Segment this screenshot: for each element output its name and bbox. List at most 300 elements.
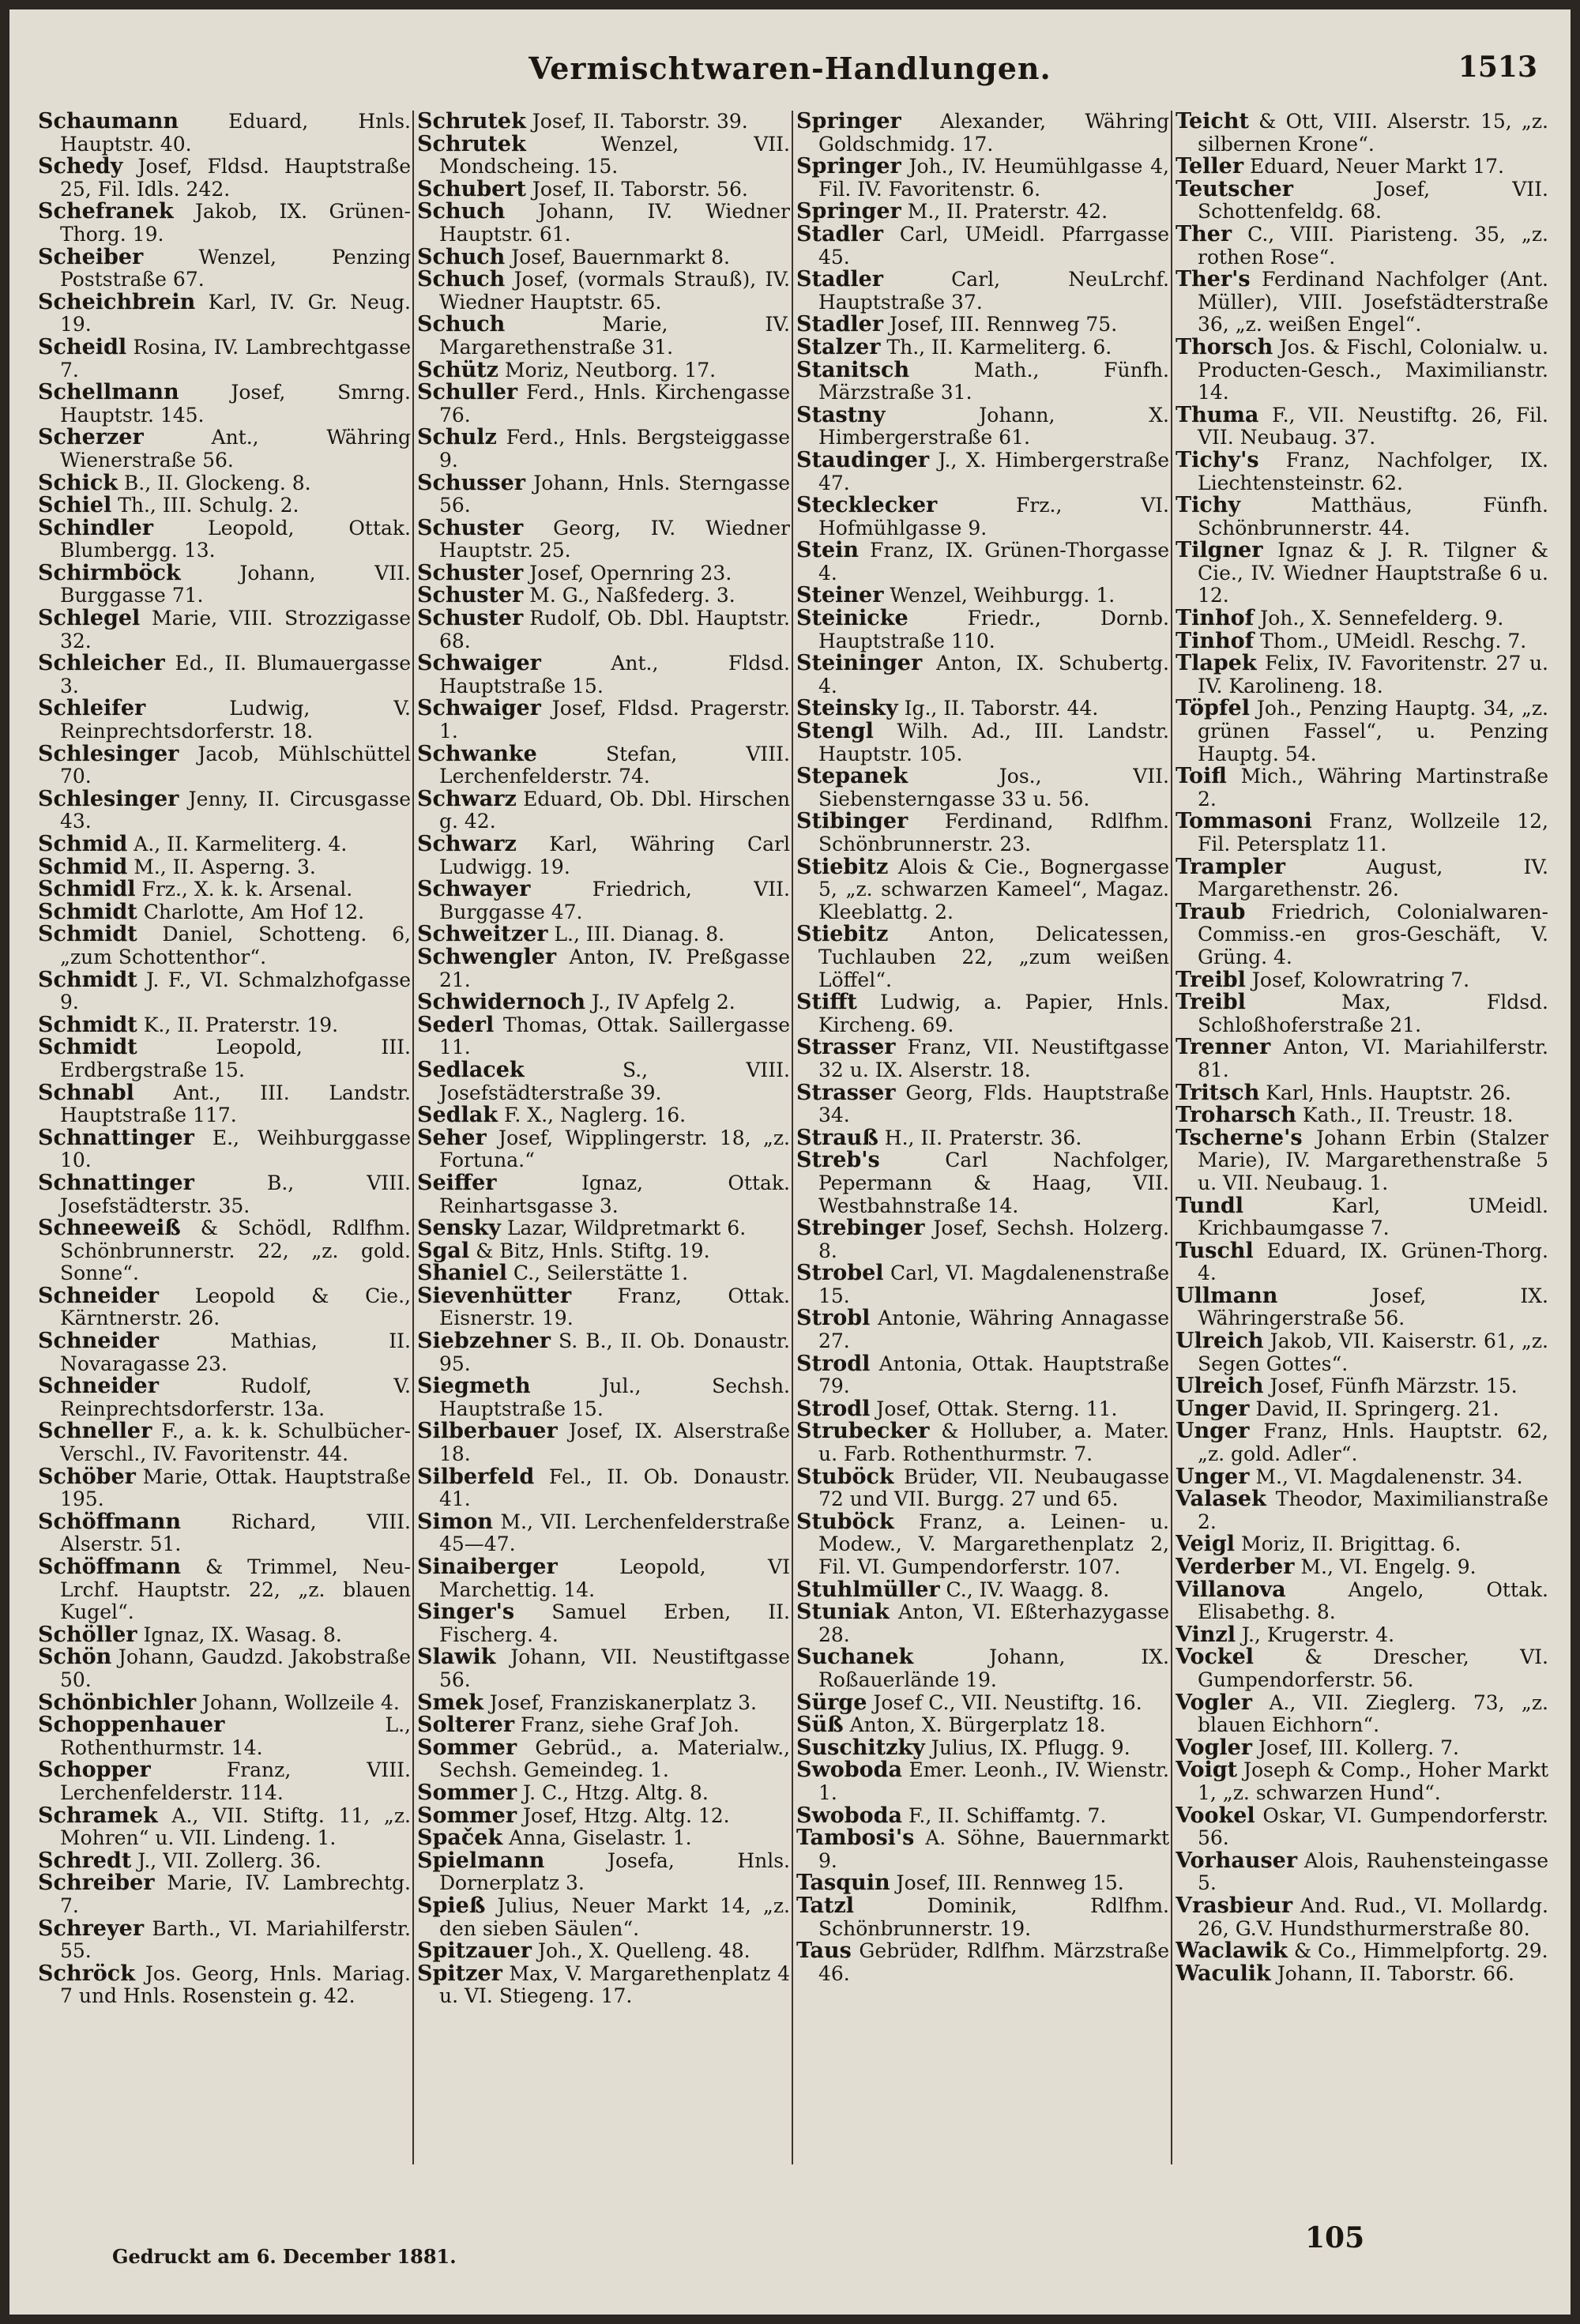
entry-name: Sürge: [796, 1690, 867, 1715]
directory-entry: [796, 698, 1169, 720]
entry-details: Ludwig, a. Papier, Hnls. Kircheng. 69.: [818, 991, 1169, 1036]
entry-details: Jakob, IX. Grünen-Thorg. 19.: [60, 200, 411, 246]
entry-details: Josef, II. Taborstr. 56.: [525, 177, 748, 201]
entry-details: Karl, Hnls. Hauptstr. 26.: [1259, 1081, 1511, 1104]
directory-entry: [796, 1692, 1169, 1715]
entry-details: Georg, Flds. Hauptstraße 34.: [818, 1081, 1169, 1127]
directory-entry: [1176, 810, 1548, 856]
directory-entry: [1176, 969, 1548, 992]
directory-entry: [796, 607, 1169, 652]
entry-name: Swoboda: [796, 1758, 903, 1783]
entry-details: & Schödl, Rdlfhm. Schönbrunnerstr. 22, „z. gold. Sonne“.: [60, 1217, 411, 1285]
directory-entry: [38, 878, 411, 901]
entry-details: J., IV Apfelg 2.: [585, 991, 735, 1014]
column-4: [1176, 111, 1548, 2196]
directory-entry: [38, 1375, 411, 1420]
entry-details: Anton, X. Bürgerplatz 18.: [843, 1713, 1106, 1737]
directory-entry: [38, 1082, 411, 1127]
entry-details: Leopold, Ottak. Blumbergg. 13.: [60, 516, 411, 562]
entry-details: Franz, VIII. Lerchenfelderstr. 114.: [60, 1758, 411, 1804]
entry-details: Ant., Fldsd. Hauptstraße 15.: [439, 652, 790, 698]
entry-details: Oskar, VI. Gumpendorferstr. 56.: [1198, 1803, 1548, 1850]
directory-entry: [417, 607, 790, 652]
entry-details: Johann, Gaudzd. Jakobstraße 50.: [60, 1645, 411, 1691]
directory-entry: [38, 652, 411, 698]
directory-entry: [417, 652, 790, 698]
entry-name: Suchanek: [796, 1645, 914, 1670]
entry-details: Josef, Fünfh Märzstr. 15.: [1263, 1374, 1518, 1398]
entry-details: Josef C., VII. Neustiftg. 16.: [867, 1690, 1142, 1714]
directory-entry: [38, 495, 411, 517]
directory-entry: [1176, 1420, 1548, 1465]
directory-entry: [417, 1805, 790, 1828]
entry-name: Schnabl: [38, 1080, 134, 1105]
entry-details: Karl, IV. Gr. Neug. 19.: [60, 290, 411, 337]
entry-name: Stadler: [796, 221, 884, 246]
entry-details: Wenzel, VII. Mondscheing. 15.: [439, 132, 790, 179]
entry-details: Marie, Ottak. Hauptstraße 195.: [60, 1465, 411, 1511]
entry-details: Jos., VII. Siebensterngasse 33 u. 56.: [818, 765, 1169, 810]
entry-details: Th., III. Schulg. 2.: [111, 494, 299, 517]
entry-name: Stein: [796, 538, 860, 563]
entry-name: Strubecker: [796, 1419, 930, 1444]
entry-name: Schwanke: [417, 741, 537, 766]
entry-name: Schmid: [38, 832, 128, 856]
directory-entry: [38, 562, 411, 607]
directory-entry: [38, 1014, 411, 1037]
entry-name: Schubert: [417, 176, 526, 201]
entry-details: Johann, Hnls. Sterngasse 56.: [439, 471, 790, 517]
entry-name: Unger: [1176, 1396, 1250, 1421]
directory-entry: [1176, 1895, 1548, 1940]
directory-entry: [38, 291, 411, 337]
entry-name: Tritsch: [1176, 1080, 1260, 1105]
directory-entry: [38, 1714, 411, 1759]
entry-name: Schuch: [417, 244, 506, 269]
directory-entry: [417, 1556, 790, 1601]
entry-name: Schön: [38, 1645, 112, 1670]
directory-entry: [1176, 1624, 1548, 1647]
entry-details: Josef, (vormals Strauß), IV. Wiedner Hauptstr. 65.: [439, 268, 790, 314]
entry-name: Steinsky: [796, 696, 898, 721]
directory-entry: [796, 1737, 1169, 1760]
entry-name: Strebinger: [796, 1216, 925, 1241]
directory-entry: [417, 833, 790, 878]
entry-name: Sommer: [417, 1735, 517, 1760]
directory-entry: [38, 1036, 411, 1081]
directory-entry: [1176, 856, 1548, 901]
entry-details: Anton, IX. Schubertg. 4.: [818, 652, 1169, 698]
entry-details: Ferdinand Nachfolger (Ant. Müller), VIII. Josefstädterstraße 36, „z. weißen Engel“.: [1198, 268, 1548, 337]
entry-name: Waclawik: [1176, 1939, 1288, 1964]
directory-entry: [1176, 1850, 1548, 1895]
directory-entry: [1176, 607, 1548, 630]
entry-details: Moriz, Neutborg. 17.: [498, 358, 717, 382]
entry-name: Stuhlmüller: [796, 1577, 940, 1602]
entry-name: Tatzl: [796, 1893, 855, 1918]
entry-name: Treibl: [1176, 967, 1246, 992]
entry-name: Schwarz: [417, 786, 517, 811]
directory-entry: [38, 1420, 411, 1465]
directory-entry: [38, 969, 411, 1014]
entry-name: Schleicher: [38, 651, 165, 676]
directory-entry: [417, 1601, 790, 1646]
entry-details: Gebrüd., a. Materialw., Sechsh. Gemeindeg. 1.: [439, 1735, 790, 1782]
entry-details: Karl, UMeidl. Krichbaumgasse 7.: [1198, 1194, 1548, 1240]
entry-details: Anna, Giselastr. 1.: [502, 1826, 692, 1850]
directory-entry: [38, 1692, 411, 1715]
entry-details: Th., II. Karmeliterg. 6.: [880, 335, 1112, 359]
entry-details: Samuel Erben, II. Fischerg. 4.: [439, 1600, 790, 1646]
entry-details: Franz, Wollzeile 12, Fil. Petersplatz 11.: [1198, 810, 1548, 856]
directory-entry: [417, 1262, 790, 1285]
directory-entry: [796, 1646, 1169, 1691]
entry-name: Silberfeld: [417, 1464, 535, 1489]
entry-details: L., Rothenthurmstr. 14.: [60, 1713, 411, 1759]
entry-name: Siegmeth: [417, 1374, 531, 1399]
entry-details: Josef, Fldsd. Pragerstr. 1.: [439, 697, 790, 743]
entry-name: Schwidernoch: [417, 990, 586, 1015]
entry-details: J. F., VI. Schmalzhofgasse 9.: [60, 968, 411, 1014]
entry-name: Tundl: [1176, 1193, 1244, 1218]
directory-entry: [38, 246, 411, 291]
entry-details: Josef, III. Rennweg 75.: [883, 313, 1118, 337]
entry-name: Spielmann: [417, 1848, 545, 1873]
entry-name: Trenner: [1176, 1035, 1271, 1060]
entry-details: A., II. Karmeliterg. 4.: [127, 833, 348, 856]
column-3: [796, 111, 1169, 2196]
directory-entry: [417, 359, 790, 382]
directory-entry: [38, 788, 411, 833]
directory-entry: [417, 1692, 790, 1715]
directory-entry: [417, 946, 790, 991]
entry-details: Alexander, Währing Goldschmidg. 17.: [818, 111, 1169, 156]
entry-details: Josef, Bauernmarkt 8.: [505, 245, 730, 269]
directory-entry: [38, 1172, 411, 1217]
directory-entry: [417, 1782, 790, 1805]
entry-details: Angelo, Ottak. Elisabethg. 8.: [1198, 1578, 1548, 1624]
directory-entry: [417, 562, 790, 585]
directory-entry: [417, 1375, 790, 1420]
entry-name: Schiel: [38, 493, 112, 518]
entry-details: August, IV. Margarethenstr. 26.: [1198, 855, 1548, 901]
entry-name: Schlegel: [38, 606, 141, 631]
directory-entry: [417, 111, 790, 133]
directory-entry: [38, 472, 411, 495]
directory-entry: [417, 1014, 790, 1059]
directory-entry: [38, 517, 411, 562]
directory-entry: [796, 404, 1169, 449]
entry-name: Voigt: [1176, 1758, 1238, 1783]
directory-entry: [38, 1963, 411, 2008]
directory-entry: [38, 1556, 411, 1624]
entry-details: B., II. Glockeng. 8.: [117, 471, 311, 495]
entry-name: Schuster: [417, 606, 524, 631]
entry-name: Stifft: [796, 990, 857, 1015]
entry-details: K., II. Praterstr. 19.: [137, 1013, 339, 1036]
entry-details: Eduard, Neuer Markt 17.: [1243, 155, 1504, 179]
directory-entry: [796, 1127, 1169, 1150]
entry-name: Schopper: [38, 1758, 151, 1783]
entry-name: Springer: [796, 199, 901, 224]
entry-name: Tichy: [1176, 493, 1241, 518]
directory-columns: [38, 111, 1547, 2196]
entry-details: Franz, a. Leinen- u. Modew., V. Margarethenplatz 2, Fil. VI. Gumpendorferstr. 107.: [818, 1510, 1169, 1578]
entry-name: Spaček: [417, 1826, 503, 1851]
entry-name: Sommer: [417, 1780, 517, 1805]
entry-details: M., VI. Engelg. 9.: [1294, 1555, 1477, 1578]
directory-entry: [417, 1646, 790, 1691]
entry-name: Smek: [417, 1690, 483, 1715]
entry-details: Max, Fldsd. Schloßhoferstraße 21.: [1198, 991, 1548, 1036]
entry-name: Spieß: [417, 1893, 486, 1918]
directory-entry: [796, 269, 1169, 314]
entry-details: S. B., II. Ob. Donaustr. 95.: [439, 1329, 790, 1375]
column-2: [417, 111, 790, 2196]
page-footer: [9, 2221, 1571, 2285]
directory-entry: [1176, 1737, 1548, 1760]
entry-name: Schweitzer: [417, 922, 548, 947]
directory-entry: [1176, 1805, 1548, 1850]
entry-name: Slawik: [417, 1645, 496, 1670]
entry-name: Thuma: [1176, 402, 1259, 427]
entry-details: Franz, IX. Grünen-Thorgasse 4.: [818, 539, 1169, 585]
directory-entry: [796, 1759, 1169, 1804]
entry-name: Schuch: [417, 267, 506, 292]
entry-name: Strodl: [796, 1396, 871, 1421]
directory-entry: [38, 201, 411, 246]
entry-details: Matthäus, Fünfh. Schönbrunnerstr. 44.: [1198, 494, 1548, 540]
entry-name: Stadler: [796, 312, 884, 337]
entry-details: Ant., Währing Wienerstraße 56.: [60, 426, 411, 472]
directory-entry: [1176, 495, 1548, 540]
directory-entry: [38, 1624, 411, 1647]
entry-name: Schwengler: [417, 944, 557, 969]
entry-name: Schnattinger: [38, 1125, 194, 1150]
entry-details: Friedrich, VII. Burggasse 47.: [439, 878, 790, 923]
entry-details: Richard, VIII. Alserstr. 51.: [60, 1510, 411, 1556]
entry-details: Johann, II. Taborstr. 66.: [1270, 1961, 1514, 1985]
entry-details: Ludwig, V. Reinprechtsdorferstr. 18.: [60, 697, 411, 743]
entry-name: Schmid: [38, 854, 128, 879]
directory-entry: [1176, 1940, 1548, 1963]
directory-entry: [38, 607, 411, 652]
entry-details: Josef, Ottak. Sterng. 11.: [870, 1397, 1118, 1420]
directory-entry: [796, 1827, 1169, 1872]
entry-details: C., Seilerstätte 1.: [506, 1262, 689, 1285]
entry-details: Emer. Leonh., IV. Wienstr. 1.: [818, 1758, 1169, 1804]
entry-name: Ther: [1176, 221, 1232, 246]
entry-details: F., II. Schiffamtg. 7.: [902, 1803, 1107, 1827]
entry-name: Stadler: [796, 267, 884, 292]
entry-details: Wenzel, Weihburgg. 1.: [883, 584, 1115, 607]
entry-name: Waculik: [1176, 1961, 1271, 1986]
directory-entry: [417, 1827, 790, 1850]
directory-entry: [796, 1872, 1169, 1895]
entry-details: Brüder, VII. Neubaugasse 72 und VII. Burgg. 27 und 65.: [818, 1465, 1169, 1511]
entry-name: Vogler: [1176, 1690, 1253, 1715]
entry-name: Seher: [417, 1125, 487, 1150]
entry-name: Schneller: [38, 1419, 152, 1444]
entry-details: Carl Nachfolger, Pepermann & Haag, VII. Westbahnstraße 14.: [818, 1149, 1169, 1217]
entry-details: & Trimmel, Neu-Lrchf. Hauptstr. 22, „z. blauen Kugel“.: [60, 1555, 411, 1624]
directory-entry: [417, 878, 790, 923]
print-date: Gedruckt am 6. December 1881.: [112, 2245, 457, 2268]
entry-name: Schleifer: [38, 696, 146, 721]
entry-name: Unger: [1176, 1419, 1250, 1444]
entry-name: Schneider: [38, 1283, 159, 1308]
entry-details: Rudolf, V. Reinprechtsdorferstr. 13a.: [60, 1374, 411, 1420]
entry-details: Josef, Smrng. Hauptstr. 145.: [60, 381, 411, 427]
directory-entry: [417, 246, 790, 269]
entry-name: Schulz: [417, 425, 497, 450]
directory-entry: [1176, 991, 1548, 1036]
entry-details: Franz, VII. Neustiftgasse 32 u. IX. Alserstr. 18.: [818, 1036, 1169, 1081]
entry-name: Schefranek: [38, 199, 174, 224]
entry-details: Anton, IV. Preßgasse 21.: [439, 945, 790, 991]
entry-details: Thom., UMeidl. Reschg. 7.: [1254, 629, 1527, 652]
directory-entry: [38, 1217, 411, 1285]
entry-details: Johann, Wollzeile 4.: [196, 1690, 400, 1714]
directory-entry: [417, 991, 790, 1014]
directory-entry: [417, 1240, 790, 1263]
entry-name: Schramek: [38, 1803, 158, 1828]
directory-entry: [417, 743, 790, 788]
entry-details: Frz., VI. Hofmühlgasse 9.: [818, 494, 1169, 540]
entry-name: Teicht: [1176, 111, 1249, 133]
directory-entry: [38, 698, 411, 743]
entry-name: Schoppenhauer: [38, 1713, 225, 1738]
entry-details: Anton, VI. Eßterhazygasse 28.: [818, 1600, 1169, 1646]
directory-entry: [796, 1149, 1169, 1217]
entry-details: M. G., Naßfederg. 3.: [523, 584, 735, 607]
entry-name: Villanova: [1176, 1577, 1286, 1602]
entry-name: Swoboda: [796, 1803, 903, 1828]
entry-name: Springer: [796, 111, 901, 133]
entry-details: Joh., X. Quelleng. 48.: [531, 1939, 750, 1963]
entry-details: Frz., X. k. k. Arsenal.: [135, 878, 353, 901]
entry-details: Math., Fünfh. Märzstraße 31.: [818, 358, 1169, 404]
directory-entry: [417, 201, 790, 246]
entry-name: Schneider: [38, 1329, 159, 1354]
directory-entry: [38, 1646, 411, 1691]
directory-entry: [1176, 1466, 1548, 1489]
entry-details: J. C., Htzg. Altg. 8.: [517, 1781, 709, 1804]
entry-details: Josef, III. Kollerg. 7.: [1252, 1735, 1459, 1759]
directory-entry: [38, 1918, 411, 1963]
entry-name: Schreiber: [38, 1871, 155, 1896]
entry-name: Scheiber: [38, 244, 144, 269]
entry-details: Jakob, VII. Kaiserstr. 61, „z. Segen Gottes“.: [1198, 1329, 1548, 1375]
entry-details: Thomas, Ottak. Saillergasse 11.: [439, 1013, 790, 1059]
entry-name: Sievenhütter: [417, 1283, 572, 1308]
entry-details: Lazar, Wildpretmarkt 6.: [500, 1217, 747, 1240]
entry-name: Schwayer: [417, 877, 531, 902]
entry-details: Josef, Fldsd. Hauptstraße 25, Fil. Idls. 242.: [60, 155, 411, 201]
entry-details: Josef, IX. Währingerstraße 56.: [1198, 1284, 1548, 1330]
entry-details: Marie, IV. Lambrechtg. 7.: [60, 1871, 411, 1917]
entry-details: & Bitz, Hnls. Stiftg. 19.: [469, 1239, 710, 1262]
entry-details: Anton, Delicatessen, Tuchlauben 22, „zum weißen Löffel“.: [818, 923, 1169, 991]
entry-details: Ignaz, Ottak. Reinhartsgasse 3.: [439, 1171, 790, 1217]
entry-name: Traub: [1176, 899, 1246, 924]
entry-name: Schmidt: [38, 967, 137, 992]
entry-name: Valasek: [1176, 1487, 1266, 1512]
entry-details: Johann, IX. Roßauerlände 19.: [818, 1645, 1169, 1691]
entry-name: Sensky: [417, 1216, 501, 1241]
entry-name: Scherzer: [38, 425, 144, 450]
entry-details: & Drescher, VI. Gumpendorferstr. 56.: [1198, 1645, 1548, 1691]
directory-entry: [1176, 1082, 1548, 1105]
directory-entry: [796, 1714, 1169, 1737]
directory-entry: [417, 698, 790, 743]
entry-name: Schneider: [38, 1374, 159, 1399]
entry-name: Strasser: [796, 1035, 896, 1060]
entry-name: Schindler: [38, 515, 153, 540]
entry-name: Ther's: [1176, 267, 1251, 292]
directory-entry: [417, 1737, 790, 1782]
entry-details: Julius, IX. Pflugg. 9.: [924, 1735, 1130, 1759]
entry-name: Unger: [1176, 1464, 1250, 1489]
directory-entry: [796, 810, 1169, 856]
directory-entry: [1176, 1488, 1548, 1533]
entry-details: Marie, VIII. Strozzigasse 32.: [60, 607, 411, 652]
directory-entry: [796, 1036, 1169, 1081]
entry-details: & Co., Himmelpfortg. 29.: [1287, 1939, 1548, 1963]
entry-details: A., VII. Zieglerg. 73, „z. blauen Eichhorn“.: [1198, 1690, 1548, 1737]
directory-entry: [417, 585, 790, 607]
entry-name: Schuster: [417, 515, 524, 540]
directory-entry: [796, 765, 1169, 810]
directory-entry: [1176, 1330, 1548, 1375]
entry-name: Schellmann: [38, 380, 179, 405]
entry-name: Süß: [796, 1713, 844, 1738]
entry-name: Steinicke: [796, 606, 908, 631]
directory-entry: [417, 382, 790, 427]
entry-name: Teutscher: [1176, 176, 1293, 201]
entry-details: Leopold, III. Erdbergstraße 15.: [60, 1036, 411, 1081]
entry-name: Singer's: [417, 1600, 515, 1625]
entry-name: Vrasbieur: [1176, 1893, 1293, 1918]
directory-entry: [1176, 1195, 1548, 1240]
entry-details: Josef, Htzg. Altg. 12.: [517, 1803, 730, 1827]
entry-name: Schuch: [417, 312, 506, 337]
entry-name: Stalzer: [796, 334, 881, 359]
entry-name: Sinaiberger: [417, 1555, 558, 1579]
directory-entry: [796, 1601, 1169, 1646]
directory-entry: [796, 585, 1169, 607]
directory-entry: [38, 856, 411, 879]
entry-name: Schuster: [417, 583, 524, 608]
entry-details: Josef, Franziskanerplatz 3.: [483, 1690, 757, 1714]
directory-entry: [417, 1217, 790, 1240]
entry-name: Tasquin: [796, 1871, 890, 1896]
entry-details: Marie, IV. Margarethenstraße 31.: [439, 313, 790, 359]
directory-entry: [796, 495, 1169, 540]
entry-details: Friedrich, Colonialwaren-Commiss.-en gros-Geschäft, V. Grüng. 4.: [1198, 900, 1548, 968]
entry-name: Schirmböck: [38, 560, 181, 585]
entry-details: Gebrüder, Rdlfhm. Märzstraße 46.: [818, 1939, 1169, 1985]
directory-entry: [796, 1307, 1169, 1352]
directory-entry: [38, 1330, 411, 1375]
directory-entry: [796, 652, 1169, 698]
entry-details: Jos. & Fischl, Colonialw. u. Producten-Gesch., Maximilianstr. 14.: [1198, 335, 1548, 404]
entry-name: Stibinger: [796, 809, 908, 834]
entry-name: Schlesinger: [38, 786, 179, 811]
directory-entry: [417, 1895, 790, 1940]
entry-details: Rudolf, Ob. Dbl. Hauptstr. 68.: [439, 607, 790, 652]
directory-entry: [1176, 1759, 1548, 1804]
